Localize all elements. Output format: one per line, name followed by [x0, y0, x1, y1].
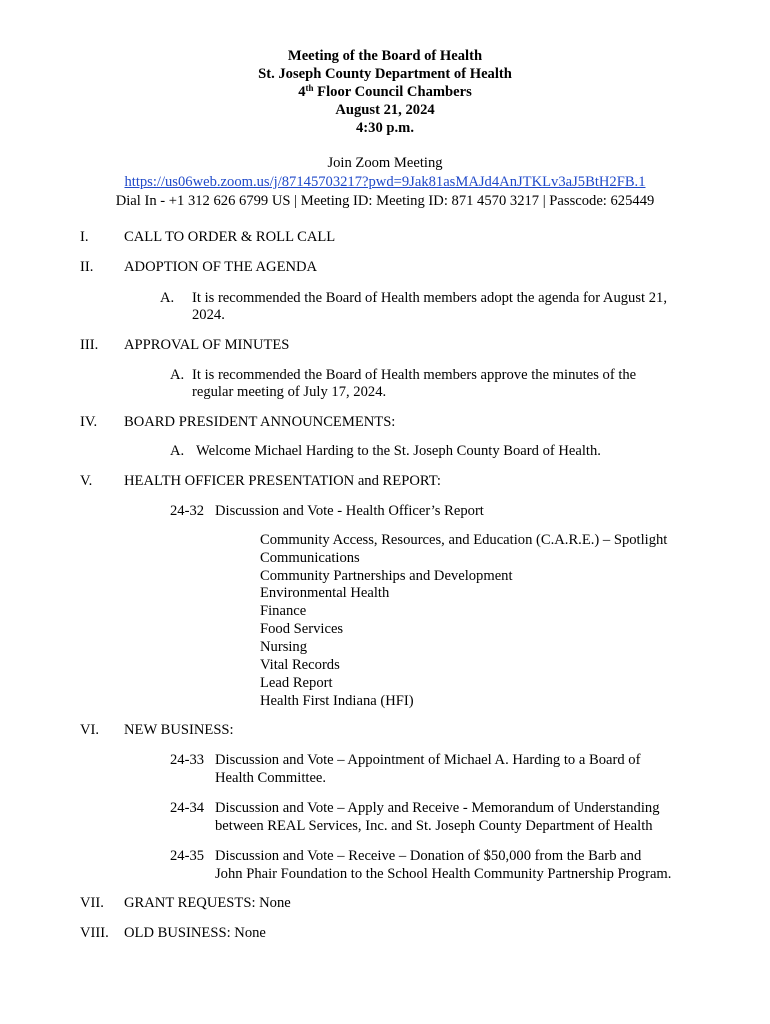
- item-text: between REAL Services, Inc. and St. Joseph County Department of Health: [215, 818, 653, 834]
- section-title: NEW BUSINESS:: [124, 722, 234, 738]
- department-item: Food Services: [260, 621, 344, 637]
- zoom-dial-in: Dial In - +1 312 626 6799 US | Meeting ID: Meeting ID: 871 4570 3217 | Passcode: 625449: [115, 193, 655, 209]
- department-item: Nursing: [260, 639, 308, 655]
- section-title: BOARD PRESIDENT ANNOUNCEMENTS:: [124, 414, 396, 430]
- section-number: III.: [80, 337, 99, 353]
- floor-rest: Floor Council Chambers: [313, 84, 472, 100]
- section-title: OLD BUSINESS: None: [124, 925, 266, 941]
- meeting-location: [0, 84, 770, 101]
- item-text: It is recommended the Board of Health members approve the minutes of the: [192, 367, 637, 383]
- floor-number: 4: [298, 84, 306, 100]
- department-item: Environmental Health: [260, 585, 390, 601]
- item-text: Discussion and Vote – Appointment of Michael A. Harding to a Board of: [215, 752, 641, 768]
- item-label: A.: [160, 290, 175, 306]
- item-text: Discussion and Vote - Health Officer’s Report: [215, 503, 484, 519]
- department-item: Lead Report: [260, 675, 333, 691]
- zoom-meeting-link[interactable]: https://us06web.zoom.us/j/87145703217?pwd=9Jak81asMAJd4AnJTKLv3aJ5BtH2FB.1: [124, 174, 646, 190]
- item-text: Discussion and Vote – Apply and Receive - Memorandum of Understanding: [215, 800, 660, 816]
- section-title: HEALTH OFFICER PRESENTATION and REPORT:: [124, 473, 441, 489]
- department-item: Vital Records: [260, 657, 340, 673]
- item-label: A.: [170, 443, 185, 459]
- item-text: Discussion and Vote – Receive – Donation of $50,000 from the Barb and: [215, 848, 642, 864]
- section-number: II.: [80, 259, 94, 275]
- item-text: 2024.: [192, 307, 225, 323]
- section-number: V.: [80, 473, 93, 489]
- section-number: VIII.: [80, 925, 109, 941]
- meeting-title: Meeting of the Board of Health: [287, 48, 483, 64]
- meeting-time: 4:30 p.m.: [356, 120, 414, 136]
- item-number: 24-34: [170, 800, 205, 816]
- item-number: 24-33: [170, 752, 205, 768]
- item-number: 24-35: [170, 848, 205, 864]
- item-text: It is recommended the Board of Health members adopt the agenda for August 21,: [192, 290, 667, 306]
- section-number: VII.: [80, 895, 104, 911]
- section-number: VI.: [80, 722, 100, 738]
- department-item: Community Partnerships and Development: [260, 568, 513, 584]
- item-label: A.: [170, 367, 185, 383]
- item-text: regular meeting of July 17, 2024.: [192, 384, 387, 400]
- section-number: I.: [80, 229, 89, 245]
- section-title: CALL TO ORDER & ROLL CALL: [124, 229, 336, 245]
- department-name: St. Joseph County Department of Health: [258, 66, 512, 82]
- item-text: John Phair Foundation to the School Health Community Partnership Program.: [215, 866, 672, 882]
- item-text: Health Committee.: [215, 770, 327, 786]
- item-text: Welcome Michael Harding to the St. Joseph County Board of Health.: [196, 443, 601, 459]
- item-number: 24-32: [170, 503, 205, 519]
- department-item: Communications: [260, 550, 360, 566]
- section-number: IV.: [80, 414, 98, 430]
- section-title: GRANT REQUESTS: None: [124, 895, 291, 911]
- department-item: Finance: [260, 603, 307, 619]
- section-title: ADOPTION OF THE AGENDA: [124, 259, 318, 275]
- department-item: Health First Indiana (HFI): [260, 693, 414, 709]
- floor-ordinal: th: [305, 83, 314, 93]
- department-item: Community Access, Resources, and Education (C.A.R.E.) – Spotlight: [260, 532, 668, 548]
- section-title: APPROVAL OF MINUTES: [124, 337, 290, 353]
- zoom-join-label: Join Zoom Meeting: [327, 155, 443, 171]
- meeting-date: August 21, 2024: [335, 102, 435, 118]
